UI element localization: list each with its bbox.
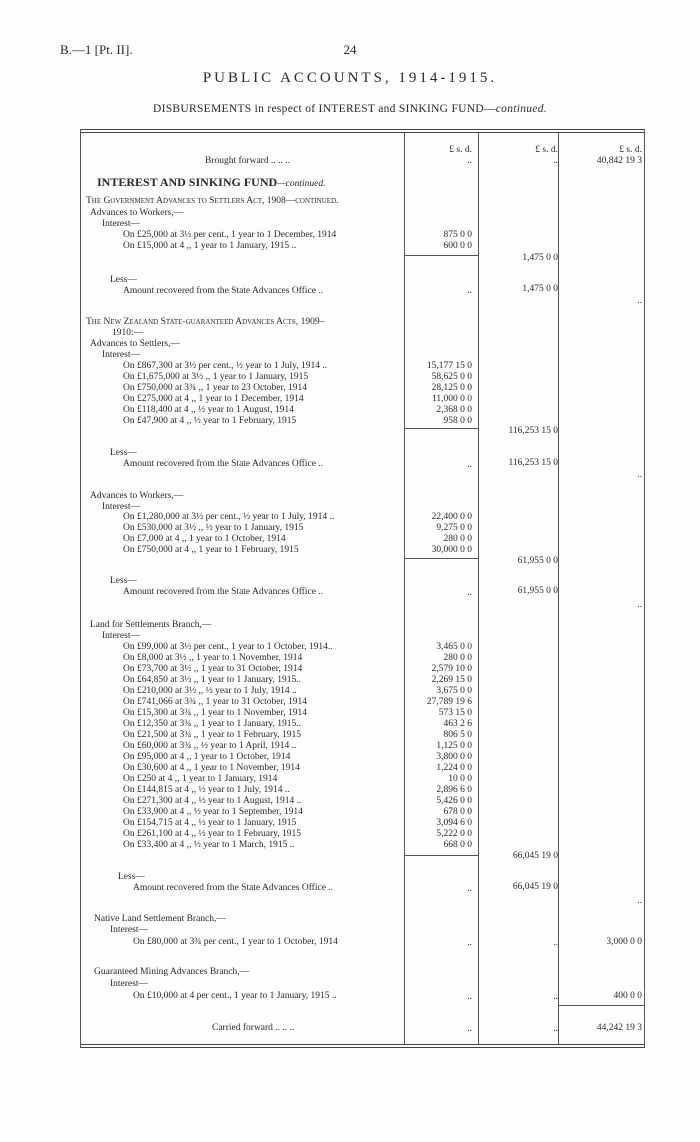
workers-amount: 22,400 0 0	[431, 512, 472, 522]
currency-header-1: £ s. d.	[449, 145, 472, 155]
land-amount: 1,125 0 0	[436, 741, 472, 751]
table-top-rule-2	[80, 132, 645, 133]
land-sub: Land for Settlements Branch,—	[90, 620, 212, 630]
land-amount: 678 0 0	[443, 807, 472, 817]
carried-forward-col3: 44,242 19 3	[596, 1023, 642, 1033]
section-heading: INTEREST AND SINKING FUND—continued.	[97, 175, 326, 189]
mining-col2: ..	[553, 992, 558, 1002]
land-rec-col2: 66,045 19 0	[512, 882, 558, 892]
currency-header-3: £ s. d.	[619, 145, 642, 155]
land-line: On £271,300 at 4 ,, ½ year to 1 August, 1914 ..	[123, 796, 302, 806]
land-amount: 463 2 6	[443, 719, 472, 729]
table-bottom-rule	[80, 1044, 645, 1045]
workers-rec-col1: ..	[467, 588, 472, 598]
page-title: PUBLIC ACCOUNTS, 1914-1915.	[202, 70, 498, 86]
land-rec-col1: ..	[467, 884, 472, 894]
page-subtitle: DISBURSEMENTS in respect of INTEREST and SINKING FUND—continued.	[153, 103, 547, 115]
land-line: On £30,600 at 4 ,, 1 year to 1 November, 1914	[123, 763, 300, 773]
land-amount: 27,789 19 6	[426, 697, 472, 707]
workers-amount: 280 0 0	[443, 534, 472, 544]
nz_act-amount: 58,625 0 0	[431, 372, 472, 382]
gov-act-rec-col3: ..	[637, 296, 642, 306]
mining-sum-rule	[558, 1005, 644, 1006]
workers-line: On £530,000 at 3½ ,, ½ year to 1 January, 1915	[123, 523, 304, 533]
nz_act-line: On £867,300 at 3½ per cent., ½ year to 1 July, 1914 ..	[123, 361, 328, 371]
nz-act-sub: Advances to Settlers,—	[90, 339, 180, 349]
workers-line: On £750,000 at 4 ,, 1 year to 1 February, 1915	[123, 545, 299, 555]
mining-interest: Interest—	[110, 979, 148, 989]
nz-act-sum-rule	[404, 428, 478, 429]
workers-less: Less—	[110, 576, 137, 586]
nz-act-rec-col3: ..	[637, 470, 642, 480]
workers-rec-col3: ..	[637, 600, 642, 610]
gov-act-sum-rule	[404, 255, 478, 256]
brought-forward-label: Brought forward .. .. ..	[205, 156, 290, 166]
nz-act-title-1: The New Zealand State-guaranteed Advances Acts, 1909–	[86, 317, 325, 327]
land-line: On £144,815 at 4 ,, ½ year to 1 July, 1914 ..	[123, 785, 290, 795]
land-line: On £21,500 at 3¾ ,, 1 year to 1 February, 1915	[123, 730, 302, 740]
land-amount: 3,675 0 0	[436, 686, 472, 696]
land-sum-rule	[404, 855, 478, 856]
land-amount: 5,222 0 0	[436, 829, 472, 839]
land-amount: 2,579 10 0	[431, 664, 472, 674]
nz_act-line: On £47,900 at 4 ,, ½ year to 1 February, 1915	[123, 416, 297, 426]
carried-forward-col2: ..	[553, 1024, 558, 1034]
gov-act-amt-1: 875 0 0	[443, 230, 472, 240]
workers-recovered: Amount recovered from the State Advances Office ..	[123, 587, 324, 597]
nz_act-line: On £750,000 at 3¾ ,, 1 year to 23 October, 1914	[123, 383, 308, 393]
land-amount: 1,224 0 0	[436, 763, 472, 773]
workers-rec-col2: 61,955 0 0	[517, 586, 558, 596]
nz-act-interest: Interest—	[102, 350, 140, 360]
land-line: On £154,715 at 4 ,, ½ year to 1 January, 1915	[123, 818, 297, 828]
currency-header-2: £ s. d.	[535, 145, 558, 155]
gov-act-sub: Advances to Workers,—	[90, 208, 184, 218]
page-number: 24	[343, 42, 357, 57]
nz_act-amount: 15,177 15 0	[426, 361, 472, 371]
land-recovered: Amount recovered from the State Advances Office ..	[133, 883, 334, 893]
nz-act-total: 116,253 15 0	[508, 426, 558, 436]
workers-total: 61,955 0 0	[517, 556, 558, 566]
native-sub: Native Land Settlement Branch,—	[94, 914, 226, 924]
land-line: On £60,000 at 3¾ ,, ½ year to 1 April, 1914 ..	[123, 741, 297, 751]
workers-sum-rule	[404, 558, 478, 559]
land-amount: 573 15 0	[438, 708, 472, 718]
land-amount: 3,800 0 0	[436, 752, 472, 762]
mining-col1: ..	[467, 992, 472, 1002]
land-amount: 806 5 0	[443, 730, 472, 740]
native-col2: ..	[553, 938, 558, 948]
gov-act-rec-col2: 1,475 0 0	[522, 284, 558, 294]
nz_act-amount: 2,368 0 0	[436, 405, 472, 415]
land-amount: 668 0 0	[443, 840, 472, 850]
gov-act-interest: Interest—	[102, 219, 140, 229]
land-interest: Interest—	[102, 631, 140, 641]
land-line: On £95,000 at 4 ,, 1 year to 1 October, 1914	[123, 752, 291, 762]
native-col3: 3,000 0 0	[606, 937, 642, 947]
land-line: On £741,066 at 3¾ ,, 1 year to 31 October, 1914	[123, 697, 308, 707]
mining-col3: 400 0 0	[613, 991, 642, 1001]
nz-act-title-2: 1910:—	[112, 328, 144, 338]
land-amount: 3,094 6 0	[436, 818, 472, 828]
land-line: On £210,000 at 3½ ,, ½ year to 1 July, 1914 ..	[123, 686, 297, 696]
gov-act-line-2: On £15,000 at 4 ,, 1 year to 1 January, 1915 ..	[123, 241, 297, 251]
brought-forward-col1: ..	[467, 156, 472, 166]
native-line: On £80,000 at 3¾ per cent., 1 year to 1 October, 1914	[133, 937, 338, 947]
land-amount: 3,465 0 0	[436, 642, 472, 652]
nz-act-recovered: Amount recovered from the State Advances Office ..	[123, 459, 324, 469]
land-line: On £261,100 at 4 ,, ½ year to 1 February, 1915	[123, 829, 302, 839]
gov-act-line-1: On £25,000 at 3½ per cent., 1 year to 1 December, 1914	[123, 230, 337, 240]
gov-act-amt-2: 600 0 0	[443, 241, 472, 251]
workers-line: On £7,000 at 4 ,, 1 year to 1 October, 1914	[123, 534, 286, 544]
gov-act-less: Less—	[110, 275, 137, 285]
workers-amount: 30,000 0 0	[431, 545, 472, 555]
gov-act-rec-col1: ..	[467, 286, 472, 296]
table-bottom-rule-2	[80, 1047, 645, 1048]
land-line: On £33,900 at 4 ,, ½ year to 1 September, 1914	[123, 807, 303, 817]
nz_act-amount: 28,125 0 0	[431, 383, 472, 393]
nz_act-line: On £275,000 at 4 ,, 1 year to 1 December, 1914	[123, 394, 304, 404]
table-left-border	[80, 129, 81, 1048]
nz-act-less: Less—	[110, 448, 137, 458]
nz_act-amount: 11,000 0 0	[431, 394, 472, 404]
land-line: On £250 at 4 ,, 1 year to 1 January, 1914	[123, 774, 278, 784]
land-amount: 2,269 15 0	[431, 675, 472, 685]
land-amount: 5,426 0 0	[436, 796, 472, 806]
gov-act-total: 1,475 0 0	[522, 253, 558, 263]
land-line: On £12,350 at 3¾ ,, 1 year to 1 January, 1915..	[123, 719, 302, 729]
workers-sub: Advances to Workers,—	[90, 491, 184, 501]
nz_act-line: On £118,400 at 4 ,, ½ year to 1 August, 1914	[123, 405, 294, 415]
land-total: 66,045 19 0	[512, 851, 558, 861]
land-amount: 280 0 0	[443, 653, 472, 663]
native-col1: ..	[467, 938, 472, 948]
land-amount: 10 0 0	[448, 774, 472, 784]
land-line: On £99,000 at 3½ per cent., 1 year to 1 October, 1914..	[123, 642, 333, 652]
column-divider-3	[558, 133, 559, 1044]
land-line: On £15,300 at 3¾ ,, 1 year to 1 November, 1914	[123, 708, 308, 718]
carried-forward-label: Carried forward .. .. ..	[212, 1023, 295, 1033]
gov-act-recovered: Amount recovered from the State Advances Office ..	[123, 286, 324, 296]
table-top-rule	[80, 129, 645, 130]
land-line: On £64,850 at 3½ ,, 1 year to 1 January, 1915..	[123, 675, 302, 685]
native-interest: Interest—	[110, 925, 148, 935]
workers-line: On £1,280,000 at 3½ per cent., ½ year to 1 July, 1914 ..	[123, 512, 335, 522]
nz-act-rec-col2: 116,253 15 0	[508, 458, 558, 468]
page-reference: B.—1 [Pt. II].	[60, 42, 133, 57]
mining-line: On £10,000 at 4 per cent., 1 year to 1 January, 1915 ..	[133, 991, 337, 1001]
mining-sub: Guaranteed Mining Advances Branch,—	[94, 967, 250, 977]
land-less: Less—	[118, 872, 145, 882]
table-right-border	[644, 129, 645, 1048]
nz-act-rec-col1: ..	[467, 460, 472, 470]
land-amount: 2,896 6 0	[436, 785, 472, 795]
nz_act-amount: 958 0 0	[443, 416, 472, 426]
land-line: On £73,700 at 3½ ,, 1 year to 31 October, 1914	[123, 664, 303, 674]
brought-forward-col3: 40,842 19 3	[596, 156, 642, 166]
land-rec-col3: ..	[637, 896, 642, 906]
land-line: On £8,000 at 3½ ,, 1 year to 1 November, 1914	[123, 653, 303, 663]
carried-forward-col1: ..	[467, 1024, 472, 1034]
land-line: On £33,400 at 4 ,, ½ year to 1 March, 1915 ..	[123, 840, 295, 850]
workers-interest: Interest—	[102, 502, 140, 512]
nz_act-line: On £1,675,000 at 3½ ,, 1 year to 1 January, 1915	[123, 372, 309, 382]
brought-forward-col2: ..	[553, 156, 558, 166]
gov-act-title: The Government Advances to Settlers Act, 1908—continued.	[86, 196, 339, 206]
workers-amount: 9,275 0 0	[436, 523, 472, 533]
